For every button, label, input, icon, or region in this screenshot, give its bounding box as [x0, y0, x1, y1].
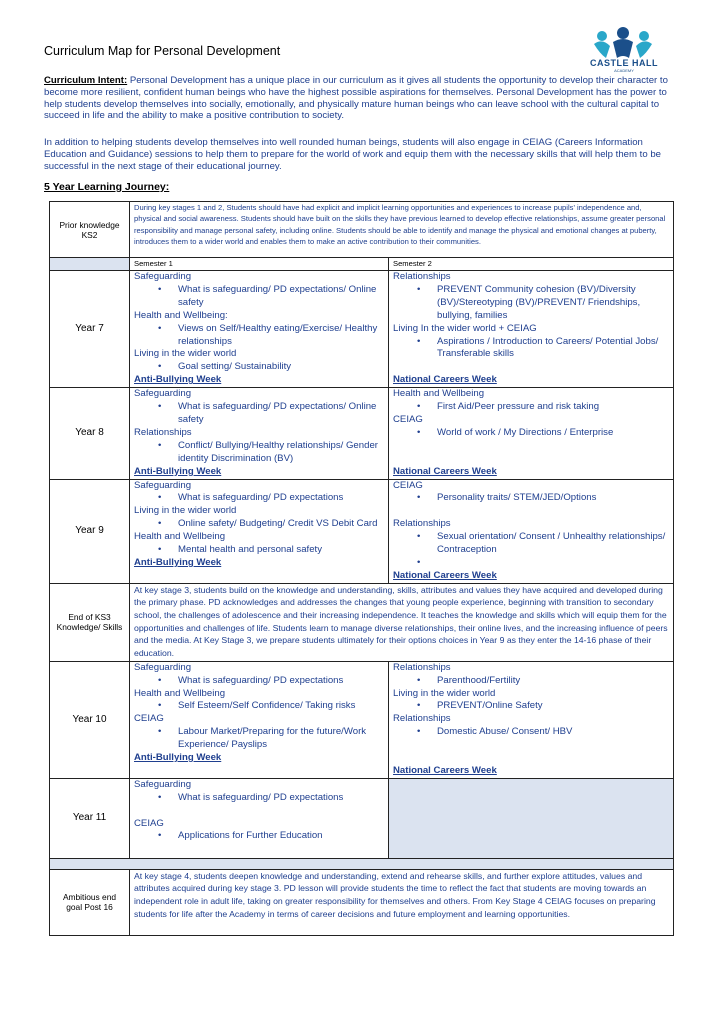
topic-bullet: • PREVENT Community cohesion (BV)/Diversity (BV)/Stereotyping (BV)/PREVENT/ Friendships, bullying, families — [393, 284, 669, 323]
year-7-semester-2 — [389, 271, 674, 388]
spacer — [393, 361, 669, 374]
spacer — [393, 752, 669, 765]
spacer-row — [50, 858, 674, 869]
topic-bullet: • Goal setting/ Sustainability — [134, 361, 384, 374]
year-9-label: Year 9 — [50, 479, 130, 583]
section-heading: CEIAG — [393, 413, 423, 425]
topic-bullet: • What is safeguarding/ PD expectations/ Online safety — [134, 284, 384, 310]
topic-bullet: • First Aid/Peer pressure and risk taking — [393, 401, 669, 414]
prior-knowledge-label: Prior knowledge KS2 — [50, 202, 130, 258]
ks3-text: At key stage 3, students build on the knowledge and understanding, skills, attributes and values they have acquired and developed during the primary phase. PD acknowledges and addresses the changes that young people experience, beginning with transition to secondary school, the challenges of adolescence and their increasing independence. It teaches the knowledge and skills which will equip them for the opportunities and challenges of life. Students learn to manage diverse relationships, their online lives, and the increasing influence of peers and the media. At Key Stage 3, we prepare students ultimately for their options choices in Year 9 as they enter the 14-16 phase of their education. — [130, 583, 674, 661]
year-7-semester-1 — [130, 271, 389, 388]
event-week: National Careers Week — [393, 764, 497, 776]
ks3-row — [50, 583, 674, 661]
section-heading: Living in the wider world — [134, 505, 237, 517]
year-10-label: Year 10 — [50, 661, 130, 778]
ks4-text: At key stage 4, students deepen knowledge and understanding, extend and rehearse skills, and further explore attitudes, values and attributes acquired during key stage 3. PD lesson will provide students the time to reflect the fact that students are moving towards an independent role in adult life, taking on greater responsibility for themselves and others. From Key Stage 4 CEIAG focuses on preparing students for life after the Academy in terms of career decisions and future employment and learning opportunities. — [130, 869, 674, 935]
logo-subtitle: ACADEMY — [614, 68, 634, 73]
journey-heading: 5 Year Learning Journey: — [44, 181, 170, 193]
topic-bullet: • Views on Self/Healthy eating/Exercise/ Healthy relationships — [134, 323, 384, 349]
year-11-semester-1 — [130, 778, 389, 858]
section-heading: Health and Wellbeing — [134, 687, 226, 699]
semester-header-row — [50, 258, 674, 271]
spacer-cell — [50, 858, 674, 869]
year-11-row — [50, 778, 674, 858]
spacer — [393, 739, 669, 752]
year-11-semester-2 — [389, 778, 674, 858]
topic-bullet: • PREVENT/Online Safety — [393, 700, 669, 713]
topic-bullet: • What is safeguarding/ PD expectations — [134, 492, 384, 505]
year-10-row — [50, 661, 674, 778]
spacer — [134, 843, 384, 856]
section-heading: Health and Wellbeing — [134, 531, 226, 543]
ks3-label: End of KS3 Knowledge/ Skills — [50, 583, 130, 661]
section-heading: Living In the wider world + CEIAG — [393, 322, 537, 334]
section-heading: Relationships — [393, 518, 451, 530]
intent-text: Personal Development has a unique place in our curriculum as it gives all students the opportunity to develop their character to become more resilient, confident human beings who have the highest possible aspirations for themselves. Personal Development has the power to help students develop themselves into socially, emotionally, and physically mature human beings who can leave school with the cultural capital to succeed in life and the ability to make a positive contribution to society. — [44, 75, 668, 122]
topic-bullet: • What is safeguarding/ PD expectations/ Online safety — [134, 401, 384, 427]
section-heading: CEIAG — [134, 817, 164, 829]
topic-bullet: • Personality traits/ STEM/JED/Options — [393, 492, 669, 505]
prior-knowledge-text: During key stages 1 and 2, Students should have had explicit and implicit learning opportunities and experiences to increase pupils' independence and, physical and social awareness. Students should have built on the skills they have previous learned to develop effective relationships, assume greater personal responsibility and manage personal safety, including online. Students should be able to identify and manage the physical and emotional changes at puberty, introduces them to a wider world and enables them to make an active contribution to their communities. — [130, 202, 674, 258]
year-10-semester-2 — [389, 661, 674, 778]
year-9-semester-2 — [389, 479, 674, 583]
semester-2-header: Semester 2 — [389, 258, 674, 271]
section-heading: Safeguarding — [134, 661, 192, 673]
event-week: Anti-Bullying Week — [134, 465, 222, 477]
event-week: National Careers Week — [393, 465, 497, 477]
curriculum-table — [49, 201, 674, 936]
intent-label: Curriculum Intent: — [44, 75, 128, 86]
year-11-label: Year 11 — [50, 778, 130, 858]
section-heading: CEIAG — [393, 479, 423, 491]
section-heading: Safeguarding — [134, 778, 192, 790]
section-heading: Safeguarding — [134, 388, 192, 400]
section-heading: Relationships — [393, 271, 451, 282]
spacer — [393, 505, 669, 518]
topic-bullet: • Self Esteem/Self Confidence/ Taking risks — [134, 700, 384, 713]
year-8-label: Year 8 — [50, 388, 130, 479]
page-title: Curriculum Map for Personal Development — [44, 44, 281, 58]
topic-bullet: • Labour Market/Preparing for the future/Work Experience/ Payslips — [134, 726, 384, 752]
event-week: Anti-Bullying Week — [134, 374, 222, 386]
section-heading: Relationships — [134, 426, 192, 438]
topic-bullet: • Sexual orientation/ Consent / Unhealthy relationships/ Contraception — [393, 531, 669, 557]
year-8-semester-1 — [130, 388, 389, 479]
year-9-row — [50, 479, 674, 583]
topic-bullet: • Conflict/ Bullying/Healthy relationships/ Gender identity Discrimination (BV) — [134, 440, 384, 466]
year-7-row — [50, 271, 674, 388]
year-10-semester-1 — [130, 661, 389, 778]
ks4-row — [50, 869, 674, 935]
logo-wordmark: CASTLE HALL — [590, 58, 658, 68]
section-heading: Safeguarding — [134, 479, 192, 491]
ks4-label: Ambitious end goal Post 16 — [50, 869, 130, 935]
year-8-semester-2 — [389, 388, 674, 479]
section-heading: Relationships — [393, 661, 451, 673]
event-week: National Careers Week — [393, 374, 497, 386]
year-9-semester-1 — [130, 479, 389, 583]
topic-bullet: • What is safeguarding/ PD expectations — [134, 675, 384, 688]
topic-bullet: • Parenthood/Fertility — [393, 675, 669, 688]
event-week: Anti-Bullying Week — [134, 752, 222, 764]
topic-bullet: • World of work / My Directions / Enterprise — [393, 427, 669, 440]
topic-bullet: • Online safety/ Budgeting/ Credit VS Debit Card — [134, 518, 384, 531]
section-heading: CEIAG — [134, 713, 164, 725]
semester-1-header: Semester 1 — [130, 258, 389, 271]
ceiag-intro: In addition to helping students develop themselves into well rounded human beings, students will also engage in CEIAG (Careers Information Education and Guidance) sessions to help them to prepare for the world of work and equip them with the necessary skills that will help them to be successful in the next stage of their educational journey. — [44, 137, 661, 172]
topic-bullet: • Mental health and personal safety — [134, 544, 384, 557]
spacer — [393, 440, 669, 453]
topic-bullet: • Aspirations / Introduction to Careers/ Potential Jobs/ Transferable skills — [393, 336, 669, 362]
spacer — [393, 453, 669, 466]
section-heading: Living in the wider world — [393, 687, 496, 699]
spacer — [134, 805, 384, 818]
section-heading: Living in the wider world — [134, 348, 237, 360]
topic-bullet: • Domestic Abuse/ Consent/ HBV — [393, 726, 669, 739]
semester-header-blank — [50, 258, 130, 271]
topic-bullet: • What is safeguarding/ PD expectations — [134, 792, 384, 805]
event-week: Anti-Bullying Week — [134, 556, 222, 568]
section-heading: Relationships — [393, 713, 451, 725]
prior-knowledge-row — [50, 202, 674, 258]
section-heading: Health and Wellbeing — [393, 388, 485, 400]
topic-bullet: • Applications for Further Education — [134, 830, 384, 843]
year-8-row — [50, 388, 674, 479]
topic-bullet — [393, 557, 669, 570]
section-heading: Health and Wellbeing: — [134, 309, 228, 321]
curriculum-intent — [44, 75, 680, 122]
section-heading: Safeguarding — [134, 271, 192, 282]
event-week: National Careers Week — [393, 569, 497, 581]
year-7-label: Year 7 — [50, 271, 130, 388]
